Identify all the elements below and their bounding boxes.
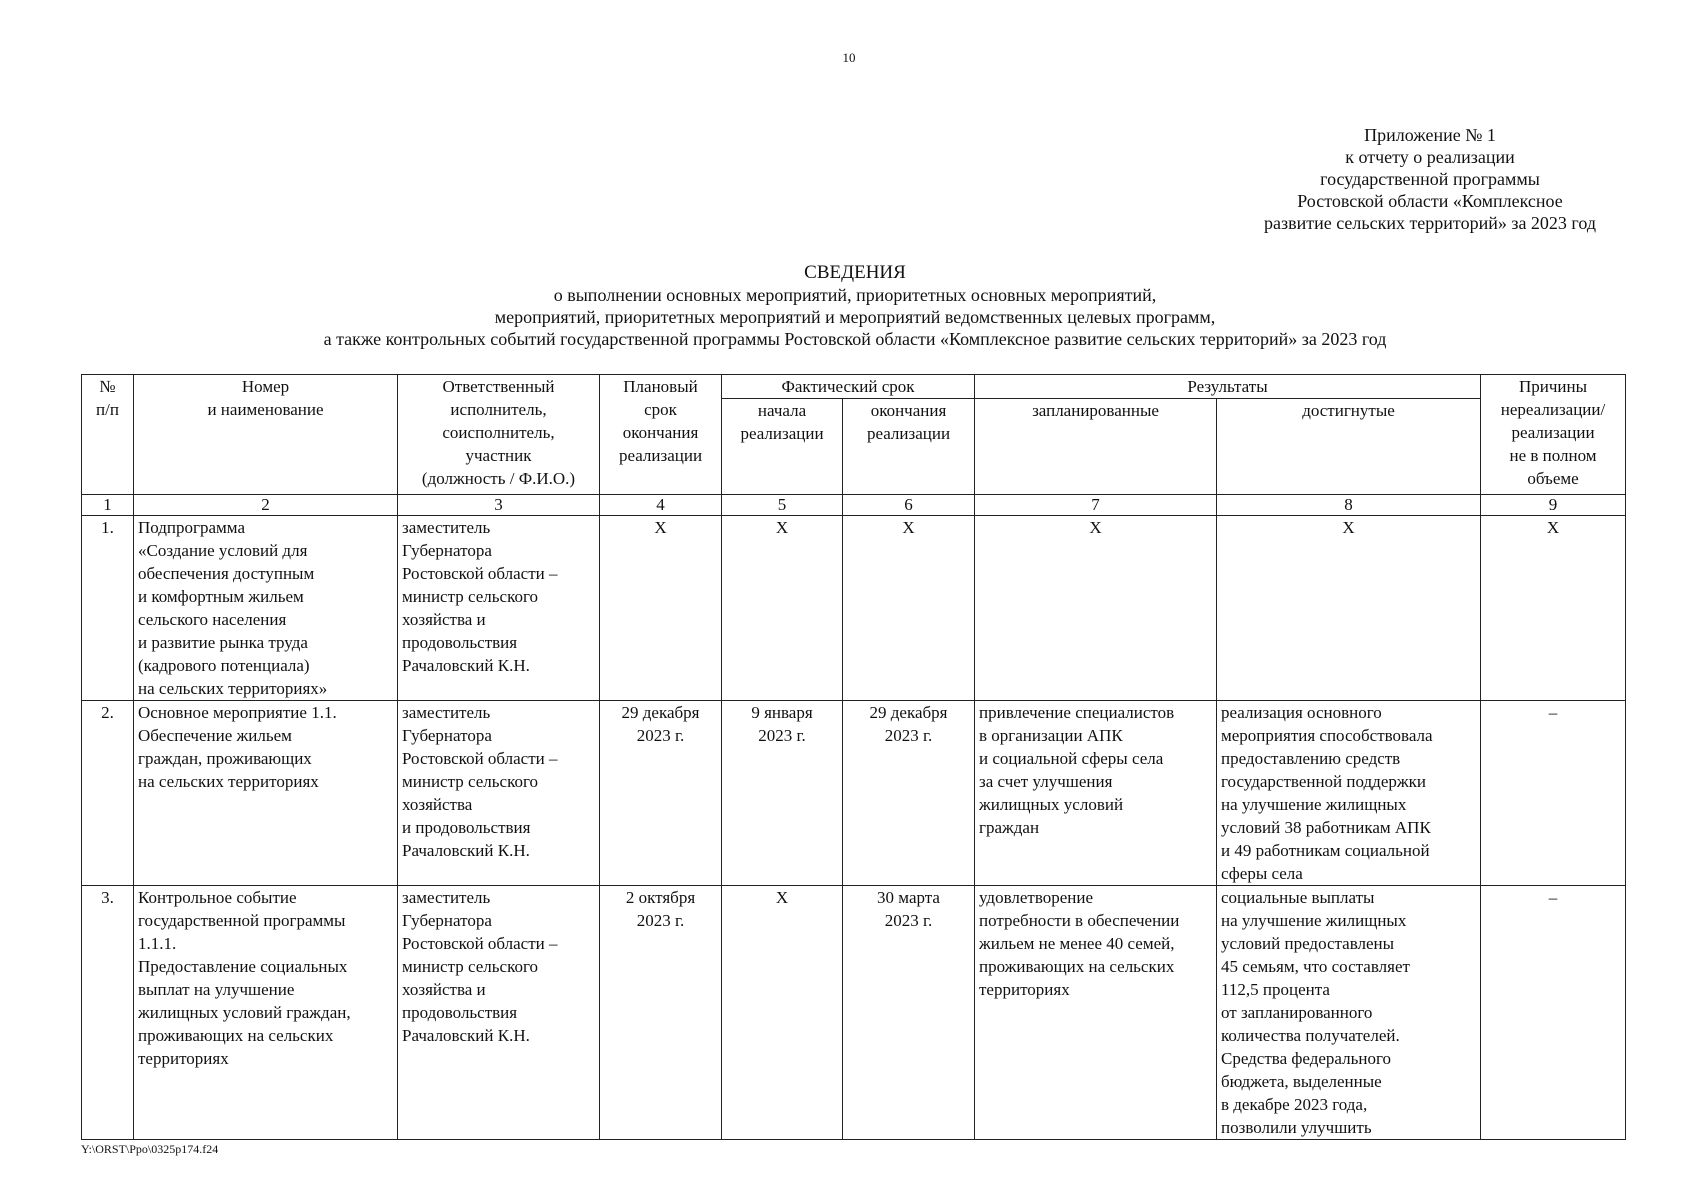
row-planned: привлечение специалистов в организации АПК и социальной сферы села за счет улучшения жилищных условий граждан bbox=[975, 701, 1217, 886]
row-achieved: Х bbox=[1217, 516, 1481, 701]
header-responsible: Ответственный исполнитель, соисполнитель, участник (должность / Ф.И.О.) bbox=[398, 375, 600, 495]
appendix-line: государственной программы bbox=[1320, 169, 1540, 189]
column-number: 2 bbox=[134, 495, 398, 516]
header-name: Номер и наименование bbox=[134, 375, 398, 495]
header-fact-end: окончания реализации bbox=[843, 399, 975, 495]
appendix-block bbox=[1200, 124, 1660, 234]
row-fact-end: 30 марта 2023 г. bbox=[843, 886, 975, 1140]
row-responsible: заместитель Губернатора Ростовской области – министр сельского хозяйства и продовольствия Рачаловский К.Н. bbox=[398, 886, 600, 1140]
table-row bbox=[82, 516, 1626, 701]
column-number: 4 bbox=[600, 495, 722, 516]
heading-line: мероприятий, приоритетных мероприятий и мероприятий ведомственных целевых программ, bbox=[494, 307, 1216, 327]
document-title: СВЕДЕНИЯ bbox=[804, 262, 906, 283]
column-number: 9 bbox=[1481, 495, 1626, 516]
row-planned: удовлетворение потребности в обеспечении жильем не менее 40 семей, проживающих на сельских территориях bbox=[975, 886, 1217, 1140]
column-number: 3 bbox=[398, 495, 600, 516]
row-achieved: реализация основного мероприятия способствовала предоставлению средств государственной поддержки на улучшение жилищных условий 38 работникам АПК и 49 работникам социальной сферы села bbox=[1217, 701, 1481, 886]
file-path-footer: Y:\ORST\Ppo\0325p174.f24 bbox=[81, 1142, 219, 1156]
appendix-line: Ростовской области «Комплексное bbox=[1297, 191, 1563, 211]
row-name: Контрольное событие государственной программы 1.1.1. Предоставление социальных выплат на улучшение жилищных условий граждан, проживающих на сельских территориях bbox=[134, 886, 398, 1140]
column-number: 5 bbox=[722, 495, 843, 516]
column-numbers-row bbox=[82, 495, 1626, 516]
row-reasons: Х bbox=[1481, 516, 1626, 701]
header-plan-date: Плановый срок окончания реализации bbox=[600, 375, 722, 495]
header-reasons: Причины нереализации/ реализации не в полном объеме bbox=[1481, 375, 1626, 495]
row-reasons: – bbox=[1481, 886, 1626, 1140]
row-fact-start: 9 января 2023 г. bbox=[722, 701, 843, 886]
row-fact-end: Х bbox=[843, 516, 975, 701]
document-heading bbox=[130, 262, 1580, 350]
row-planned: Х bbox=[975, 516, 1217, 701]
header-achieved: достигнутые bbox=[1217, 399, 1481, 495]
row-reasons: – bbox=[1481, 701, 1626, 886]
page-number: 10 bbox=[842, 50, 856, 65]
row-num: 2. bbox=[82, 701, 134, 886]
row-achieved: социальные выплаты на улучшение жилищных условий предоставлены 45 семьям, что составляет 112,5 процента от запланированного количества получателей. Средства федерального бюджета, выделенные в декабре 2023 года, позволили улучшить bbox=[1217, 886, 1481, 1140]
column-number: 7 bbox=[975, 495, 1217, 516]
heading-line: а также контрольных событий государственной программы Ростовской области «Комплексное развитие сельских территорий» за 2023 год bbox=[323, 329, 1387, 349]
appendix-line: развитие сельских территорий» за 2023 год bbox=[1263, 213, 1597, 233]
appendix-line: к отчету о реализации bbox=[1345, 147, 1515, 167]
row-responsible: заместитель Губернатора Ростовской области – министр сельского хозяйства и продовольствия Рачаловский К.Н. bbox=[398, 701, 600, 886]
column-number: 1 bbox=[82, 495, 134, 516]
row-plan-date: 29 декабря 2023 г. bbox=[600, 701, 722, 886]
row-num: 1. bbox=[82, 516, 134, 701]
header-fact-group: Фактический срок bbox=[722, 375, 975, 399]
header-planned: запланированные bbox=[975, 399, 1217, 495]
header-results-group: Результаты bbox=[975, 375, 1481, 399]
row-plan-date: 2 октября 2023 г. bbox=[600, 886, 722, 1140]
appendix-line: Приложение № 1 bbox=[1364, 125, 1496, 145]
header-num: № п/п bbox=[82, 375, 134, 495]
table-header-row bbox=[82, 375, 1626, 399]
row-plan-date: Х bbox=[600, 516, 722, 701]
row-fact-start: Х bbox=[722, 516, 843, 701]
column-number: 8 bbox=[1217, 495, 1481, 516]
table-row bbox=[82, 886, 1626, 1140]
table-row bbox=[82, 701, 1626, 886]
row-fact-end: 29 декабря 2023 г. bbox=[843, 701, 975, 886]
row-num: 3. bbox=[82, 886, 134, 1140]
heading-line: о выполнении основных мероприятий, приоритетных основных мероприятий, bbox=[553, 285, 1157, 305]
report-table bbox=[81, 374, 1626, 1140]
column-number: 6 bbox=[843, 495, 975, 516]
row-fact-start: Х bbox=[722, 886, 843, 1140]
header-fact-start: начала реализации bbox=[722, 399, 843, 495]
row-name: Основное мероприятие 1.1. Обеспечение жильем граждан, проживающих на сельских территориях bbox=[134, 701, 398, 886]
row-name: Подпрограмма «Создание условий для обеспечения доступным и комфортным жильем сельского населения и развитие рынка труда (кадрового потенциала) на сельских территориях» bbox=[134, 516, 398, 701]
row-responsible: заместитель Губернатора Ростовской области – министр сельского хозяйства и продовольствия Рачаловский К.Н. bbox=[398, 516, 600, 701]
